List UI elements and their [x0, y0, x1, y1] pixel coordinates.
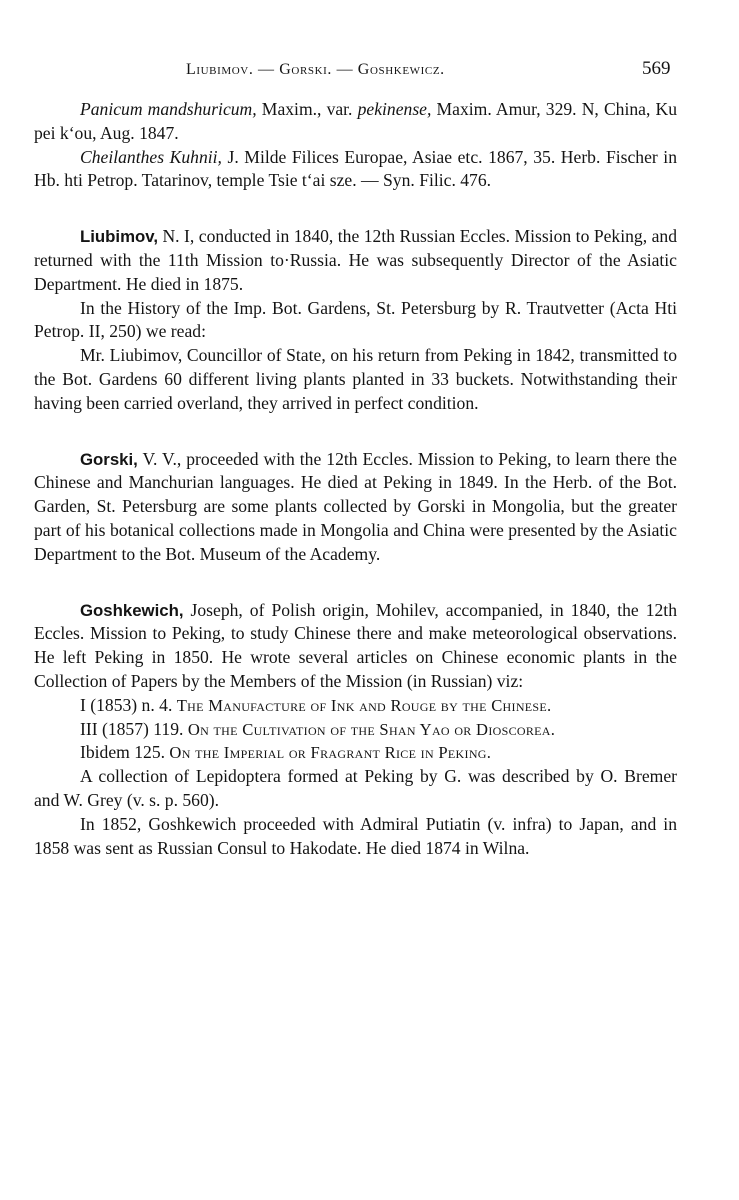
paragraph: Mr. Liubimov, Councillor of State, on his return from Peking in 1842, transmitted to the Bot. Gardens 60 different living plants planted in 33 buckets. Notwithstanding their having been carried overland, they arrived in perfect condition.: [34, 345, 677, 413]
entry-text: V. V., proceeded with the 12th Eccles. Mission to Peking, to learn there the Chinese and Manchurian languages. He died at Peking in 1849. In the Herb. of the Bot. Garden, St. Petersburg are some plants collected by Gorski in Mongolia, but the greater part of his botanical collections made in Mongolia and China were presented by the Asiatic Department to the Bot. Museum of the Academy.: [34, 448, 677, 564]
reference-ink-rouge: [34, 694, 677, 718]
citation-text: Maxim., var.: [256, 99, 358, 119]
paragraph: A collection of Lepidoptera formed at Peking by G. was described by O. Bremer and W. Grey (v. s. p. 560).: [34, 766, 677, 810]
paragraph: [34, 599, 677, 694]
variety-name: pekinense,: [357, 99, 432, 119]
reference-number: I (1853) n. 4.: [80, 694, 177, 715]
citation-text: Maxim. Amur, 329. N, China, Ku pei k‘ou, Aug. 1847.: [34, 99, 678, 143]
citation-cheilanthes: [34, 146, 677, 194]
paragraph: [34, 448, 677, 567]
entry-gorski: [34, 448, 677, 567]
reference-number: Ibidem 125.: [80, 742, 170, 763]
page-number: 569: [642, 58, 671, 79]
species-name: Panicum mandshuricum,: [80, 99, 257, 119]
paragraph: In 1852, Goshkewich proceeded with Admiral Putiatin (v. infra) to Japan, and in 1858 was sent as Russian Consul to Hakodate. He died 1874 in Wilna.: [34, 813, 677, 858]
entry-name: Gorski,: [80, 449, 138, 469]
citation-panicum: [34, 98, 677, 146]
reference-imperial-rice: [34, 741, 677, 765]
citation-text: J. Milde Filices Europae, Asiae etc. 1867, 35. Herb. Fischer in Hb. hti Petrop. Tatarinov, temple Tsie t‘ai sze. — Syn. Filic. 476.: [34, 146, 677, 191]
reference-title: On the Cultivation of the Shan Yao or Dioscorea.: [187, 719, 556, 739]
reference-title: On the Imperial or Fragrant Rice in Peking.: [169, 743, 492, 763]
reference-number: III (1857) 119.: [80, 718, 188, 739]
entry-liubimov: [34, 225, 677, 415]
species-name: Cheilanthes Kuhnii,: [80, 146, 222, 167]
citations-block: [34, 98, 677, 193]
reference-shan-yao: [34, 718, 677, 742]
running-head: Liubimov. — Gorski. — Goshkewicz.: [186, 61, 445, 78]
entry-name: Liubimov,: [80, 227, 158, 247]
paragraph: [34, 225, 677, 296]
body-text: [34, 98, 677, 860]
entry-text: Joseph, of Polish origin, Mohilev, accompanied, in 1840, the 12th Eccles. Mission to Peking, to study Chinese there and make meteorological observations. He left Peking in 1850. He wrote several articles on Chinese economic plants in the Collection of Papers by the Members of the Mission (in Russian) viz:: [34, 599, 677, 691]
entry-name: Goshkewich,: [80, 600, 184, 620]
entry-text: N. I, conducted in 1840, the 12th Russian Eccles. Mission to Peking, and returned with the 11th Mission to·Russia. He was subsequently Director of the Asiatic Department. He died in 1875.: [34, 226, 677, 294]
page-header: [0, 58, 739, 88]
entry-goshkewich: [34, 599, 677, 861]
reference-title: The Manufacture of Ink and Rouge by the Chinese.: [176, 695, 552, 715]
paragraph: In the History of the Imp. Bot. Gardens, St. Petersburg by R. Trautvetter (Acta Hti Petrop. II, 250) we read:: [34, 297, 677, 342]
